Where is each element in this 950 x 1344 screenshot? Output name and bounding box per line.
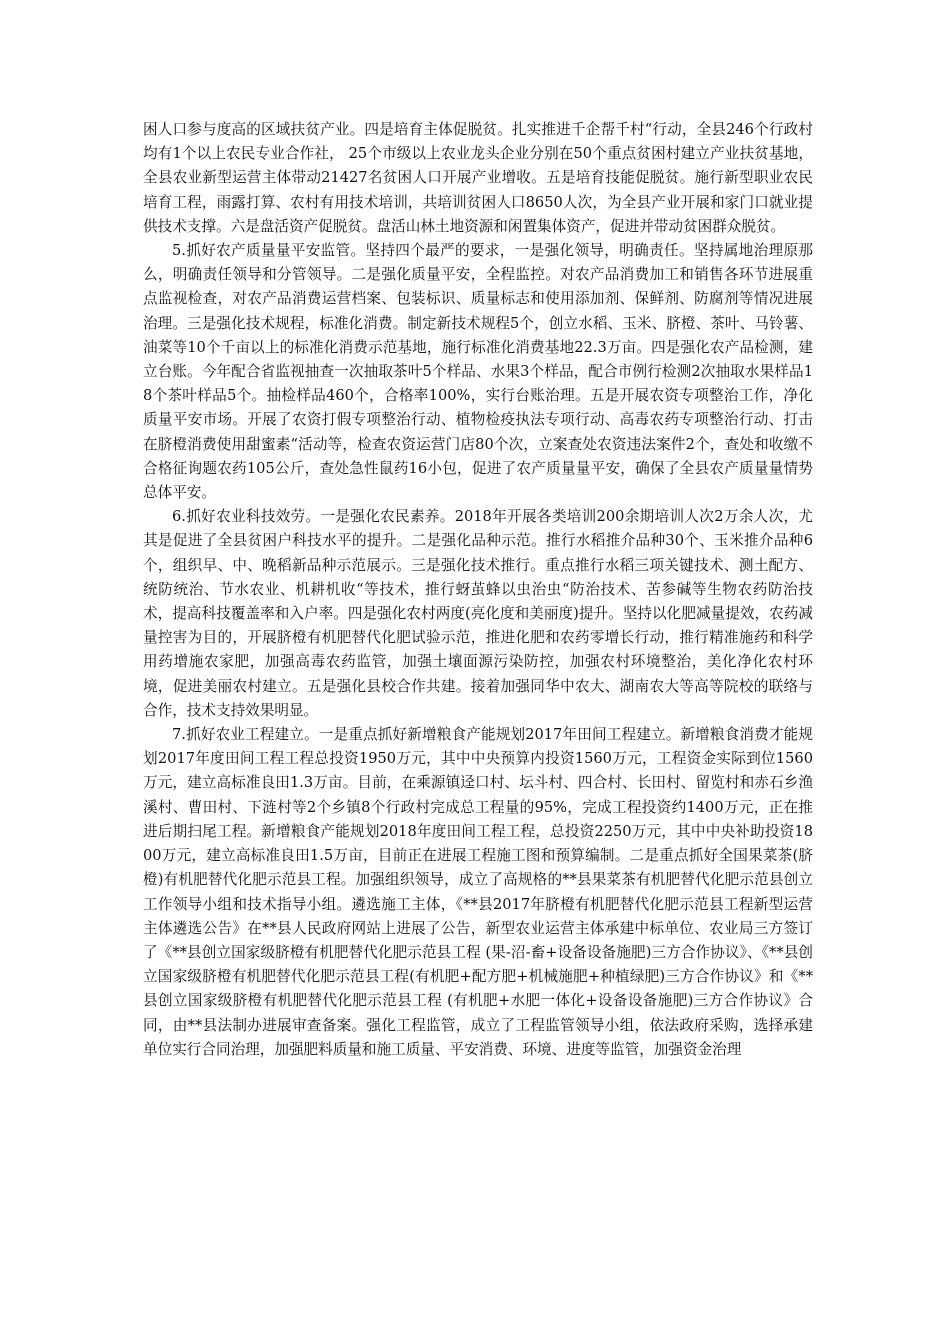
paragraph-agri-projects: 7.抓好农业工程建立。一是重点抓好新增粮食产能规划2017年田间工程建立。新增粮食消费才能规划2017年度田间工程工程总投资1950万元，其中中央预算内投资1560万元，工程资金实际到位1560万元，建立高标准良田1.3万亩。目前，在乘源镇迳口村、坛斗村、四合村、长田村、留览村和赤石乡渔溪村、曹田村、下涟村等2个乡镇8个行政村完成总工程量的95%，完成工程投资约1400万元，正在推进后期扫尾工程。新增粮食产能规划2018年度田间工程工程，总投资2250万元，其中中央补助投资1800万元，建立高标准良田1.5万亩，目前正在进展工程施工图和预算编制。二是重点抓好全国果菜茶(脐橙)有机肥替代化肥示范县工程。加强组织领导，成立了高规格的**县果菜茶有机肥替代化肥示范县创立工作领导小组和技术指导小组。遴选施工主体，《**县2017年脐橙有机肥替代化肥示范县工程新型运营主体遴选公告》在**县人民政府网站上进展了公告，新型农业运营主体承建中标单位、农业局三方签订了《**县创立国家级脐橙有机肥替代化肥示范县工程 (果-沼-畜+设备设备施肥)三方合作协议》、《**县创立国家级脐橙有机肥替代化肥示范县工程(有机肥+配方肥+机械施肥+种植绿肥)三方合作协议》和《**县创立国家级脐橙有机肥替代化肥示范县工程 (有机肥+水肥一体化+设备设备施肥)三方合作协议》合同，由**县法制办进展审查备案。强化工程监管，成立了工程监管领导小组，依法政府采购，选择承建单位实行合同治理，加强肥料质量和施工质量、平安消费、环境、进度等监管，加强资金治理 xyxy=(143,726,813,1058)
document-page xyxy=(143,118,813,1062)
paragraph-product-quality-safety: 5.抓好农产质量量平安监管。坚持四个最严的要求，一是强化领导，明确责任。坚持属地治理原那么，明确责任领导和分管领导。二是强化质量平安，全程监控。对农产品消费加工和销售各环节进展重点监视检查，对农产品消费运营档案、包装标识、质量标志和使用添加剂、保鲜剂、防腐剂等情况进展治理。三是强化技术规程，标准化消费。制定新技术规程5个，创立水稻、玉米、脐橙、茶叶、马铃薯、油菜等10个千亩以上的标准化消费示范基地，施行标准化消费基地22.3万亩。四是强化农产品检测，建立台账。今年配合省监视抽查一次抽取茶叶5个样品、水果3个样品，配合市例行检测2次抽取水果样品18个茶叶样品5个。抽检样品460个，合格率100%，实行台账治理。五是开展农资专项整治工作，净化质量平安市场。开展了农资打假专项整治行动、植物检疫执法专项行动、高毒农药专项整治行动、打击在脐橙消费使用甜蜜素“活动等，检查农资运营门店80个次，立案查处农资违法案件2个，查处和收缴不合格征询题农药105公斤，查处急性鼠药16小包，促进了农产质量量平安，确保了全县农产质量量情势总体平安。 xyxy=(143,242,813,502)
paragraph-agri-tech-services: 6.抓好农业科技效劳。一是强化农民素养。2018年开展各类培训200余期培训人次2万余人次，尤其是促进了全县贫困户科技水平的提升。二是强化品种示范。推行水稻推介品种30个、玉米推介品种6个，组织早、中、晚稻新品种示范展示。三是强化技术推行。重点推行水稻三项关键技术、测土配方、统防统治、节水农业、机耕机收“等技术，推行蚜茧蜂以虫治虫“防治技术、苦参碱等生物农药防治技术，提高科技覆盖率和入户率。四是强化农村两度(亮化度和美丽度)提升。坚持以化肥减量提效，农药减量控害为目的，开展脐橙有机肥替代化肥试验示范，推进化肥和农药零增长行动，推行精准施药和科学用药增施农家肥，加强高毒农药监管，加强土壤面源污染防控，加强农村环境整治，美化净化农村环境，促进美丽农村建立。五是强化县校合作共建。接着加强同华中农大、湖南农大等高等院校的联络与合作，技术支持效果明显。 xyxy=(143,508,813,719)
paragraph-poverty-alleviation: 困人口参与度高的区域扶贫产业。四是培育主体促脱贫。扎实推进千企帮千村“行动，全县246个行政村均有1个以上农民专业合作社， 25个市级以上农业龙头企业分别在50个重点贫困村建立产业扶贫基地，全县农业新型运营主体带动21427名贫困人口开展产业增收。五是培育技能促脱贫。施行新型职业农民培育工程，雨露打算、农村有用技术培训，共培训贫困人口8650人次，为全县产业开展和家门口就业提供技术支撑。六是盘活资产促脱贫。盘活山林土地资源和闲置集体资产，促进并带动贫困群众脱贫。 xyxy=(143,121,813,235)
